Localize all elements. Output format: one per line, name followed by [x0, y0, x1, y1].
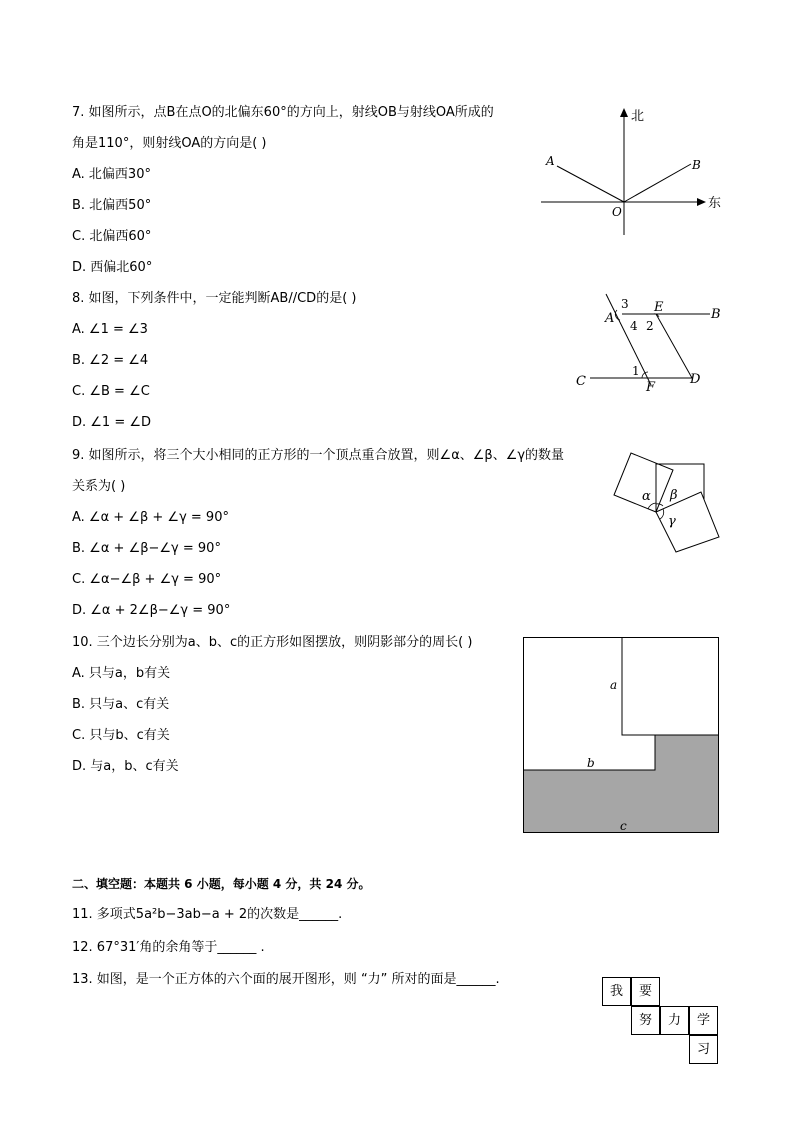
q7-stem-line2: 角是110°，则射线OA的方向是( )	[72, 136, 267, 151]
ray-oa	[557, 166, 624, 202]
q10-option-b: B. 只与a、c有关	[72, 697, 170, 712]
q10-option-a: A. 只与a，b有关	[72, 666, 171, 681]
q9-option-b: B. ∠α + ∠β−∠γ = 90°	[72, 541, 221, 556]
label-b: b	[587, 756, 595, 770]
cube-face-xi: 习	[689, 1035, 718, 1064]
q7-figure	[535, 100, 725, 244]
q7-option-c: C. 北偏西60°	[72, 229, 152, 244]
label-angle-3: 3	[621, 297, 629, 311]
label-a: a	[610, 678, 618, 692]
cube-face-li: 力	[660, 1006, 689, 1035]
q7-option-a: A. 北偏西30°	[72, 167, 151, 182]
label-a: A	[605, 311, 615, 326]
q13-cube-net	[600, 975, 720, 1067]
q9-stem-line1: 9. 如图所示，将三个大小相同的正方形的一个顶点重合放置，则∠α、∠β、∠γ的数量	[72, 448, 565, 463]
cube-face-wo: 我	[602, 977, 631, 1006]
label-north: 北	[631, 109, 645, 124]
label-o: O	[612, 205, 622, 219]
q12: 12. 67°31′角的余角等于______ .	[72, 940, 265, 955]
label-b: B	[692, 158, 701, 172]
label-c: C	[576, 374, 586, 389]
label-east: 东	[708, 196, 722, 211]
q8-option-a: A. ∠1 = ∠3	[72, 322, 148, 337]
square-a	[622, 638, 719, 736]
label-a: A	[546, 154, 555, 168]
q7-option-b: B. 北偏西50°	[72, 198, 152, 213]
cube-face-nu: 努	[631, 1006, 660, 1035]
cube-face-yao: 要	[631, 977, 660, 1006]
q8-option-b: B. ∠2 = ∠4	[72, 353, 149, 368]
q8-stem: 8. 如图，下列条件中，一定能判断AB//CD的是( )	[72, 291, 357, 306]
label-e: E	[654, 300, 664, 315]
q10-option-c: C. 只与b、c有关	[72, 728, 170, 743]
section-2-heading: 二、填空题：本题共 6 小题，每小题 4 分，共 24 分。	[72, 877, 371, 891]
q7-stem-line1: 7. 如图所示，点B在点O的北偏东60°的方向上，射线OB与射线OA所成的	[72, 105, 494, 120]
q8-option-c: C. ∠B = ∠C	[72, 384, 150, 399]
q10-option-d: D. 与a，b、c有关	[72, 759, 179, 774]
q11: 11. 多项式5a²b−3ab−a + 2的次数是______.	[72, 907, 343, 922]
label-f: F	[646, 380, 656, 395]
label-b: B	[711, 307, 721, 322]
ray-ob	[624, 164, 691, 202]
q9-stem-line2: 关系为( )	[72, 479, 126, 494]
square-bottom	[656, 492, 719, 552]
q9-figure	[605, 448, 725, 562]
q10-figure	[522, 636, 722, 840]
q9-option-c: C. ∠α−∠β + ∠γ = 90°	[72, 572, 222, 587]
q9-option-d: D. ∠α + 2∠β−∠γ = 90°	[72, 603, 231, 618]
q9-option-a: A. ∠α + ∠β + ∠γ = 90°	[72, 510, 229, 525]
label-angle-4: 4	[630, 319, 638, 333]
east-arrow-icon	[697, 198, 706, 206]
label-beta: β	[670, 488, 678, 503]
q8-option-d: D. ∠1 = ∠D	[72, 415, 152, 430]
label-alpha: α	[642, 489, 651, 504]
label-c: c	[620, 819, 627, 833]
north-arrow-icon	[620, 108, 628, 117]
line-ed	[656, 314, 692, 378]
q8-figure	[570, 290, 730, 404]
label-angle-1: 1	[632, 364, 640, 378]
label-gamma: γ	[668, 514, 676, 529]
q10-stem: 10. 三个边长分别为a、b、c的正方形如图摆放，则阴影部分的周长( )	[72, 635, 473, 650]
cube-face-xue: 学	[689, 1006, 718, 1035]
q7-option-d: D. 西偏北60°	[72, 260, 153, 275]
label-d: D	[690, 372, 701, 387]
label-angle-2: 2	[646, 319, 654, 333]
q13-stem: 13. 如图，是一个正方体的六个面的展开图形，则 “力” 所对的面是______.	[72, 972, 500, 987]
